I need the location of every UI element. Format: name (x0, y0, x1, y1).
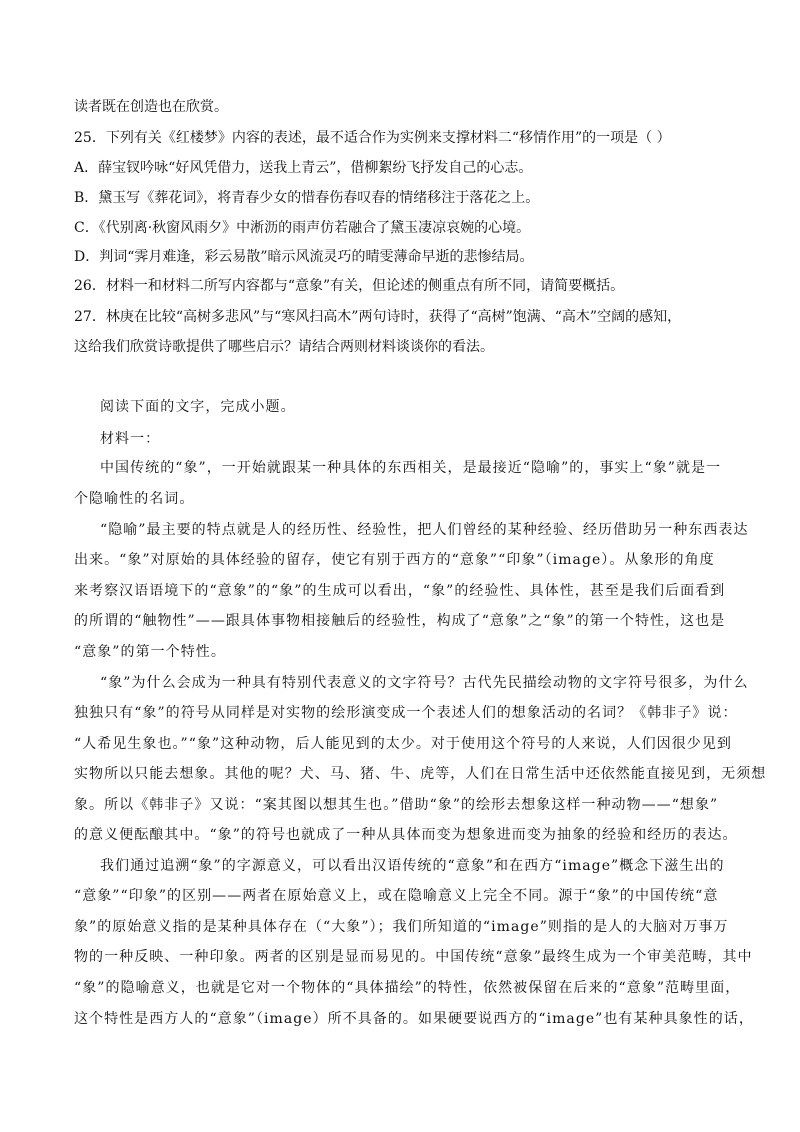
paragraph-3-line: “人希见生象也。”“象”这种动物，后人能见到的太少。对于使用这个符号的人来说，人们因很少见到 (74, 736, 732, 752)
paragraph-2-line: 出来。“象”对原始的具体经验的留存，使它有别于西方的“意象”“印象”（image）。从象形的角度 (74, 552, 715, 568)
continued-line: 读者既在创造也在欣赏。 (74, 99, 228, 115)
paragraph-4-line: 我们通过追溯“象”的字源意义，可以看出汉语传统的“意象”和在西方“image”概念下滋生出的 (100, 858, 725, 874)
paragraph-2-line: 来考察汉语语境下的“意象”的“象”的生成可以看出，“象”的经验性、具体性，甚至是我们后面看到 (74, 583, 726, 599)
paragraph-2-line: “隐喻”最主要的特点就是人的经历性、经验性，把人们曾经的某种经验、经历借助另一种东西表达 (100, 522, 749, 538)
paragraph-4-line: 象”的原始意义指的是某种具体存在（“大象”）；我们所知道的“image”则指的是人的大脑对万事万 (74, 919, 729, 935)
question-25-option-d: D．判词“霁月难逢，彩云易散”暗示风流灵巧的晴雯薄命早逝的悲惨结局。 (74, 249, 534, 265)
question-25-stem: 25．下列有关《红楼梦》内容的表述，最不适合作为实例来支撑材料二“移情作用”的一项是（ ） (74, 130, 671, 146)
paragraph-3-line: 实物所以只能去想象。其他的呢？犬、马、猪、牛、虎等，人们在日常生活中还依然能直接见到，无须想 (74, 766, 767, 782)
reading-instruction: 阅读下面的文字，完成小题。 (100, 399, 296, 415)
paragraph-4-line: “意象”“印象”的区别——两者在原始意义上，或在隐喻意义上完全不同。源于“象”的中国传统“意 (74, 888, 719, 904)
paragraph-1-line: 中国传统的“象”，一开始就跟某一种具体的东西相关，是最接近“隐喻”的，事实上“象”就是一 (100, 460, 722, 476)
paragraph-3-line: 象。所以《韩非子》又说：“案其图以想其生也。”借助“象”的绘形去想象这样一种动物——“想象” (74, 797, 719, 813)
paragraph-1-line: 个隐喻性的名词。 (74, 491, 195, 507)
question-25-option-a: A．薛宝钗吟咏“好风凭借力，送我上青云”，借柳絮纷飞抒发自己的心志。 (74, 160, 533, 176)
paragraph-2-line: “意象”的第一个特性。 (74, 644, 226, 660)
material-label: 材料一： (100, 431, 161, 447)
question-27-stem-line-2: 这给我们欣赏诗歌提供了哪些启示？请结合两则材料谈谈你的看法。 (74, 339, 494, 355)
question-25-option-c: C．《代别离·秋窗风雨夕》中淅沥的雨声仿若融合了黛玉凄凉哀婉的心境。 (74, 220, 531, 236)
paragraph-3-line: 的意义便酝酿其中。“象”的符号也就成了一种从具体而变为想象进而变为抽象的经验和经历的表达。 (74, 827, 738, 843)
question-27-stem-line-1: 27．林庚在比较“高树多悲风”与“寒风扫高木”两句诗时，获得了“高树”饱满、“高木”空阔的感知， (74, 309, 682, 325)
paragraph-3-line: “象”为什么会成为一种具有特别代表意义的文字符号？古代先民描绘动物的文字符号很多，为什么 (100, 675, 749, 691)
question-26-stem: 26．材料一和材料二所写内容都与“意象”有关，但论述的侧重点有所不同，请简要概括。 (74, 278, 625, 294)
paragraph-4-line: 这个特性是西方人的“意象”（image）所不具备的。如果硬要说西方的“image”也有某种具象性的话， (74, 1011, 754, 1027)
question-25-option-b: B．黛玉写《葬花词》，将青春少女的惜春伤春叹春的情绪移注于落花之上。 (74, 190, 540, 206)
paragraph-4-line: 物的一种反映、一种印象。两者的区别是显而易见的。中国传统“意象”最终生成为一个审美范畴，其中 (74, 949, 753, 965)
paragraph-2-line: 的所谓的“触物性”——跟具体事物相接触后的经验性，构成了“意象”之“象”的第一个特性，这也是 (74, 613, 726, 629)
paragraph-4-line: “象”的隐喻意义，也就是它对一个物体的“具体描绘”的特性，依然被保留在后来的“意象”范畴里面， (74, 980, 741, 996)
paragraph-3-line: 独独只有“象”的符号从同样是对实物的绘形演变成一个表述人们的想象活动的名词？《韩非子》说： (74, 705, 738, 721)
